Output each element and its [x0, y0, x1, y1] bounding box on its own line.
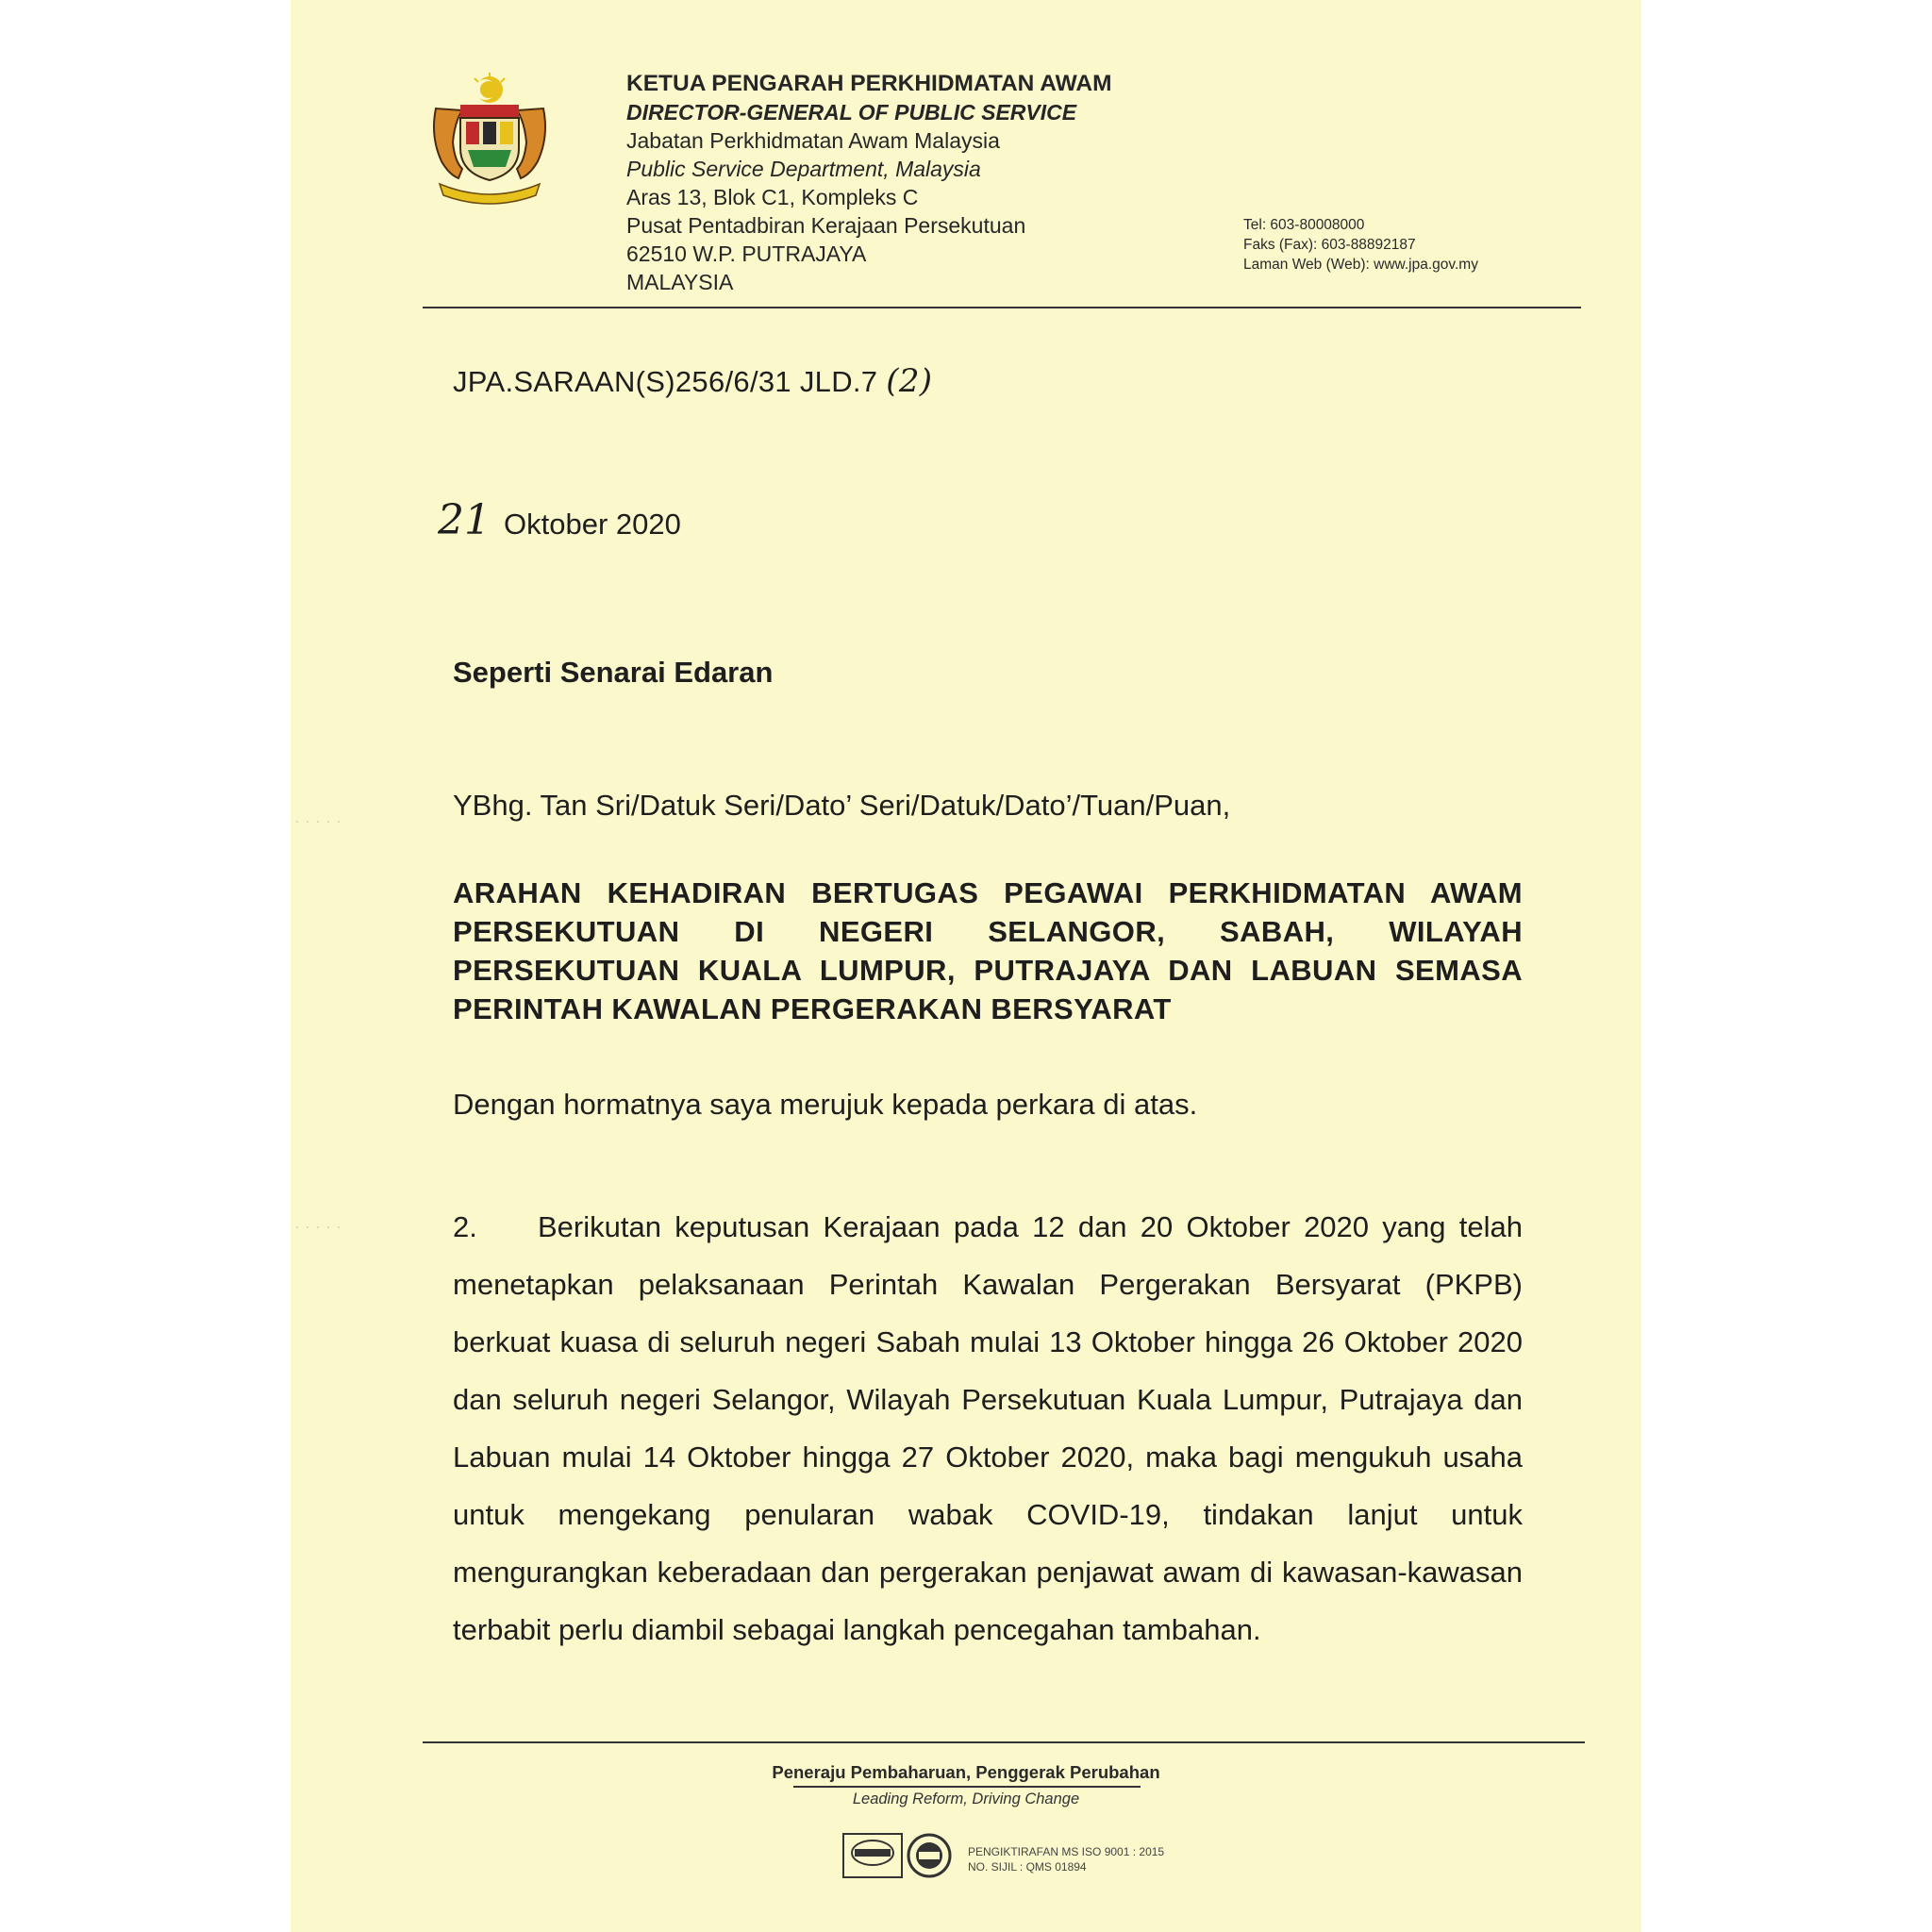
letter-date: [438, 496, 681, 544]
iso-certification: PENGIKTIRAFAN MS ISO 9001 : 2015: [968, 1845, 1165, 1858]
website: Laman Web (Web): www.jpa.gov.my: [1243, 257, 1478, 273]
reference-handwritten: (2): [886, 362, 933, 400]
reference-number: [453, 362, 932, 400]
contact-block: [1243, 215, 1478, 275]
certificate-number: NO. SIJIL : QMS 01894: [968, 1860, 1087, 1874]
footer-tagline-en: Leading Reform, Driving Change: [852, 1790, 1080, 1807]
department-ms: Jabatan Perkhidmatan Awam Malaysia: [626, 128, 1000, 153]
letterhead: [626, 70, 1112, 296]
bleed-through-mark: · · · · ·: [294, 811, 341, 830]
salutation: YBhg. Tan Sri/Datuk Seri/Dato’ Seri/Datuk/Dato’/Tuan/Puan,: [453, 789, 1231, 822]
paragraph-number: 2.: [453, 1210, 477, 1243]
office-title-ms: KETUA PENGARAH PERKHIDMATAN AWAM: [626, 71, 1112, 96]
paragraph-text: Berikutan keputusan Kerajaan pada 12 dan 20 Oktober 2020 yang telah menetapkan pelaksanaan Perintah Kawalan Pergerakan Bersyarat (PKPB) berkuat kuasa di seluruh negeri Sabah mulai 13 Oktober hingga 26 Oktober 2020 dan seluruh negeri Selangor, Wilayah Persekutuan Kuala Lumpur, Putrajaya dan Labuan mulai 14 Oktober hingga 27 Oktober 2020, maka bagi mengukuh usaha untuk mengekang penularan wabak COVID-19, tindakan lanjut untuk mengurangkan keberadaan dan pergerakan penjawat awam di kawasan-kawasan terbabit perlu diambil sebagai langkah pencegahan tambahan.: [453, 1210, 1523, 1646]
fax: Faks (Fax): 603-88892187: [1243, 237, 1416, 253]
quality-system-logo-icon: [843, 1834, 902, 1877]
recipients-line: Seperti Senarai Edaran: [453, 656, 774, 689]
address-line: Pusat Pentadbiran Kerajaan Persekutuan: [626, 213, 1026, 238]
paragraph-2: [453, 1198, 1523, 1658]
subject-heading: ARAHAN KEHADIRAN BERTUGAS PEGAWAI PERKHIDMATAN AWAM PERSEKUTUAN DI NEGERI SELANGOR, SABAH, WILAYAH PERSEKUTUAN KUALA LUMPUR, PUTRAJAYA DAN LABUAN SEMASA PERINTAH KAWALAN PERGERAKAN BERSYARAT: [453, 876, 1523, 1025]
reference-text: JPA.SARAAN(S)256/6/31 JLD.7: [453, 365, 878, 398]
bleed-through-mark: · · · · ·: [294, 1217, 341, 1236]
sirim-logo-icon: [908, 1835, 950, 1876]
office-title-en: DIRECTOR-GENERAL OF PUBLIC SERVICE: [626, 100, 1077, 125]
coat-of-arms-icon: [423, 71, 557, 205]
opening-sentence: Dengan hormatnya saya merujuk kepada perkara di atas.: [453, 1088, 1198, 1121]
header-divider: [423, 307, 1581, 308]
date-day-handwritten: 21: [438, 496, 491, 544]
telephone: Tel: 603-80008000: [1243, 217, 1365, 233]
tagline-underline: [793, 1786, 1141, 1788]
address-line: Aras 13, Blok C1, Kompleks C: [626, 185, 919, 209]
address-line: 62510 W.P. PUTRAJAYA: [626, 242, 867, 266]
letter-page: [291, 0, 1641, 1932]
address-line: MALAYSIA: [626, 270, 734, 294]
certification-logos: [841, 1828, 955, 1883]
certification-text: [968, 1844, 1164, 1874]
footer-divider: [423, 1741, 1585, 1743]
footer-tagline-ms: Peneraju Pembaharuan, Penggerak Perubahan: [772, 1762, 1160, 1782]
department-en: Public Service Department, Malaysia: [626, 157, 981, 181]
date-month-year: Oktober 2020: [504, 508, 681, 541]
